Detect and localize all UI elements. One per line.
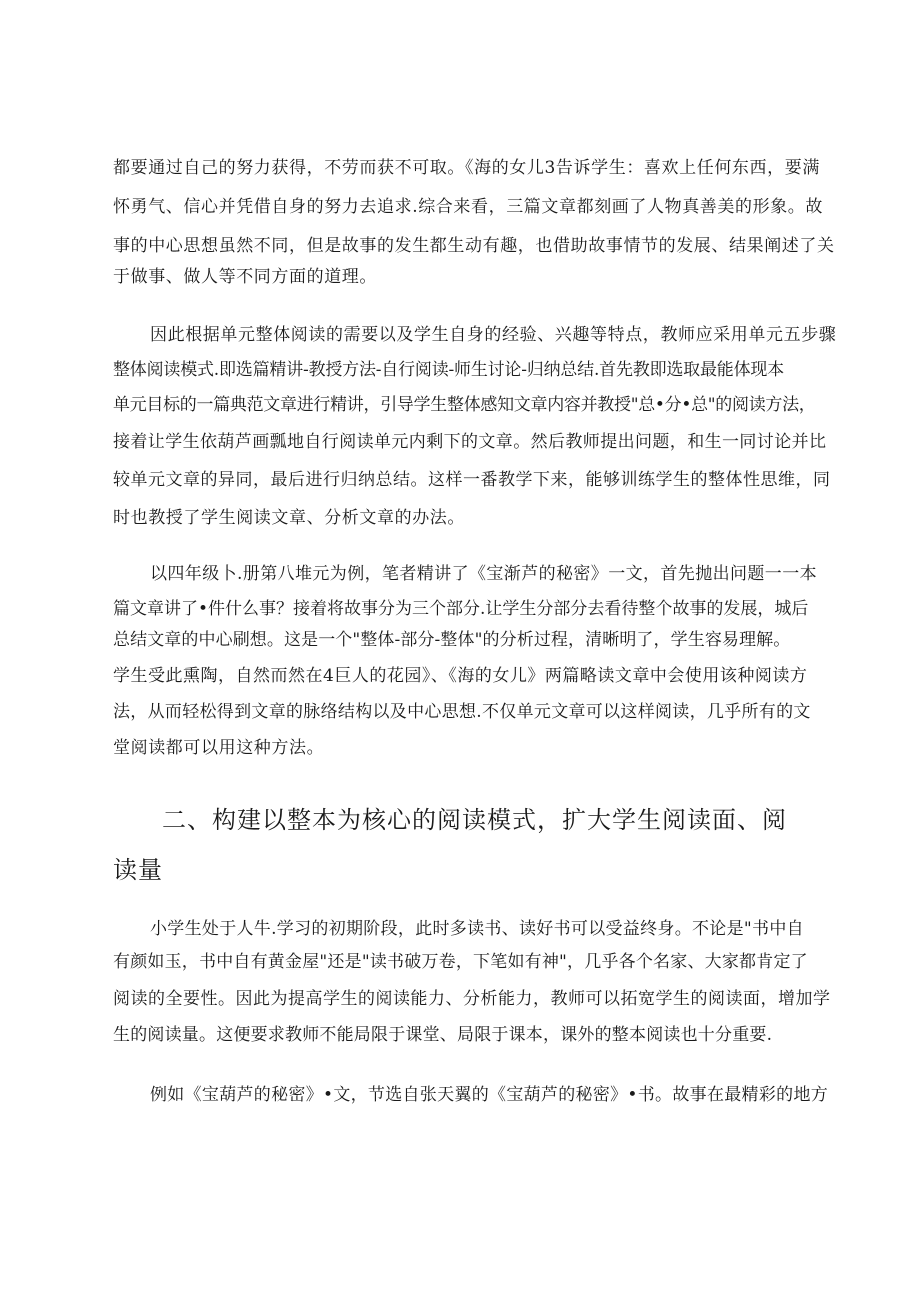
paragraph-line: 有颜如玉，书中自有黄金屋"还是"读书破万卷，下笔如有神"，几乎各个名家、大家都肯定了 bbox=[113, 952, 808, 972]
section-heading-line: 二、构建以整本为核心的阅读模式，扩大学生阅读面、阅 bbox=[162, 806, 787, 834]
paragraph-line: 接着让学生依葫芦画瓢地自行阅读单元内剩下的文章。然后教师提出问题，和生一同讨论并比 bbox=[113, 432, 827, 452]
paragraph-line: 例如《宝葫芦的秘密》•文，节选自张天翼的《宝葫芦的秘密》•书。故事在最精彩的地方 bbox=[150, 1085, 829, 1105]
paragraph-line: 篇文章讲了•件什么事？接着将故事分为三个部分.让学生分部分去看待整个故事的发展，城后 bbox=[113, 599, 809, 619]
paragraph-line: 较单元文章的异同，最后进行归纳总结。这样一番教学下来，能够训练学生的整体性思维，同 bbox=[113, 470, 831, 490]
paragraph-line: 怀勇气、信心并凭借自身的努力去追求.综合来看，三篇文章都刻画了人物真善美的形象。故 bbox=[113, 197, 824, 217]
paragraph-line: 事的中心思想虽然不同，但是故事的发生都生动有趣，也借助故事情节的发展、结果阐述了关 bbox=[113, 236, 835, 256]
paragraph-line: 阅读的全要性。因此为提高学生的阅读能力、分析能力，教师可以拓宽学生的阅读面，增加学 bbox=[113, 989, 831, 1009]
paragraph-line: 时也教授了学生阅读文章、分析文章的办法。 bbox=[113, 508, 465, 528]
paragraph-line: 以四年级卜.册第八堆元为例，笔者精讲了《宝渐芦的秘密》一文，首先抛出问题一一本 bbox=[150, 564, 818, 584]
paragraph-line: 小学生处于人牛.学习的初期阶段，此时多读书、读好书可以受益终身。不论是"书中自 bbox=[150, 919, 804, 939]
paragraph-line: 单元目标的一篇典范文章进行精讲，引导学生整体感知文章内容并教授"总•分•总"的阅读方法， bbox=[113, 395, 816, 415]
paragraph-line: 整体阅读模式.即选篇精讲-教授方法-自行阅读-师生讨论-归纳总结.首先教即选取最能体现本 bbox=[113, 360, 784, 380]
paragraph-line: 生的阅读量。这便要求教师不能局限于课堂、局限于课本，课外的整本阅读也十分重要. bbox=[113, 1025, 773, 1045]
paragraph-line: 因此根据单元整体阅读的需要以及学生自身的经验、兴趣等特点，教师应采用单元五步骤 bbox=[150, 325, 837, 345]
paragraph-line: 堂阅读都可以用这种方法。 bbox=[113, 738, 325, 758]
paragraph-line: 学生受此熏陶，自然而然在4巨人的花园》、《海的女儿》两篇略读文章中会使用该种阅读方 bbox=[113, 666, 808, 686]
paragraph-line: 总结文章的中心刷想。这是一个"整体-部分-整体"的分析过程，清晰明了，学生容易理解。 bbox=[113, 630, 791, 650]
paragraph-line: 于做事、做人等不同方面的道理。 bbox=[113, 267, 377, 287]
paragraph-line: 法，从而轻松得到文章的脉络结构以及中心思想.不仅单元文章可以这样阅读，几乎所有的文 bbox=[113, 702, 811, 722]
section-heading-line: 读量 bbox=[113, 856, 163, 884]
paragraph-line: 都要通过自己的努力获得，不劳而获不可取。《海的女儿3告诉学生：喜欢上任何东西，要满 bbox=[113, 158, 820, 178]
